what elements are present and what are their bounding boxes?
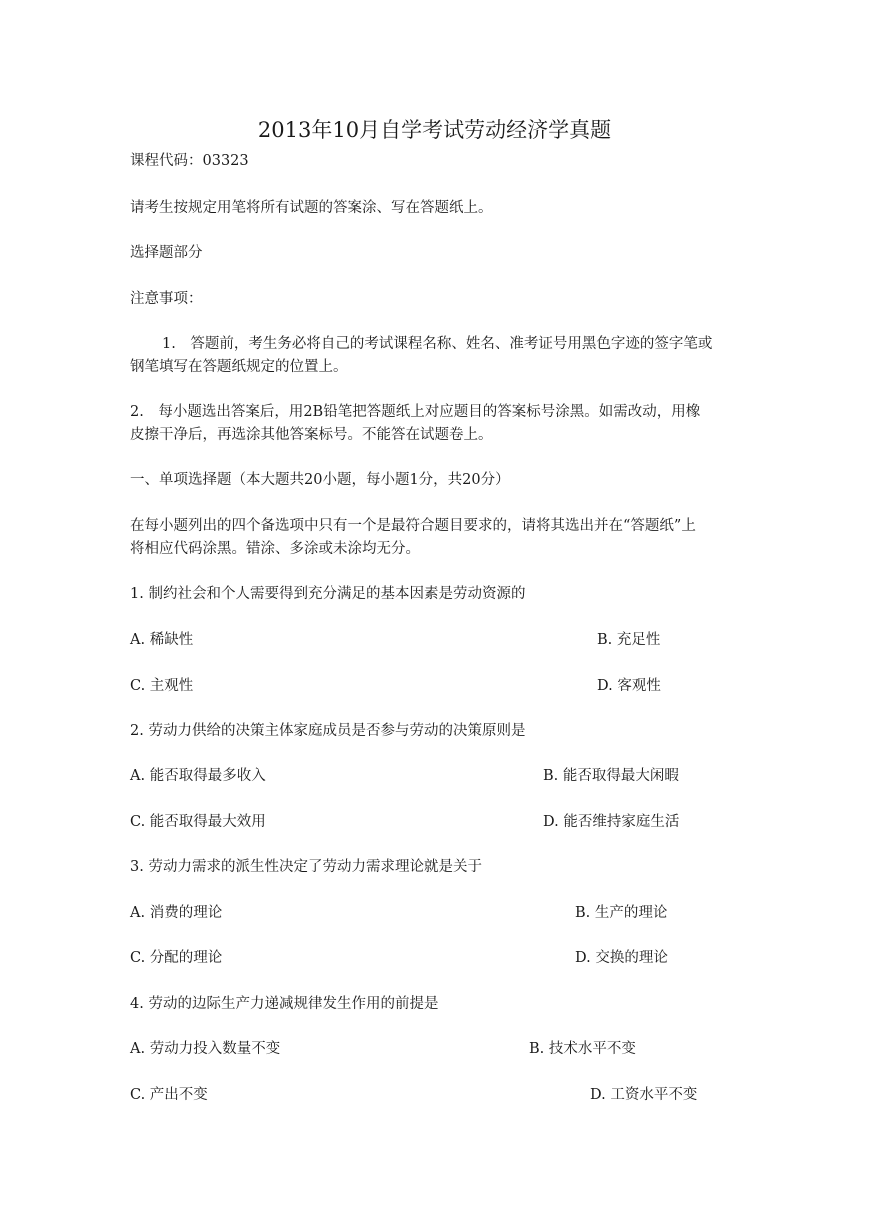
question-stem: 3. 劳动力需求的派生性决定了劳动力需求理论就是关于 [130,859,482,875]
question-stem: 2. 劳动力供给的决策主体家庭成员是否参与劳动的决策原则是 [130,723,526,739]
option-d: D. 客观性 [597,678,661,694]
option-b: B. 能否取得最大闲暇 [543,768,679,784]
option-d: D. 工资水平不变 [590,1087,698,1103]
course-code: 课程代码：03323 [130,153,249,169]
option-b: B. 充足性 [597,632,661,648]
page-title: 2013年10月自学考试劳动经济学真题 [257,118,612,142]
notice-item-1-cont: 钢笔填写在答题纸规定的位置上。 [130,359,348,375]
notice-item-2-cont: 皮擦干净后，再选涂其他答案标号。不能答在试题卷上。 [130,427,493,443]
question-stem: 1. 制约社会和个人需要得到充分满足的基本因素是劳动资源的 [130,586,526,602]
option-a: A. 劳动力投入数量不变 [130,1041,281,1057]
instruction-text: 请考生按规定用笔将所有试题的答案涂、写在答题纸上。 [130,200,493,216]
option-a: A. 能否取得最多收入 [130,768,266,784]
notice-heading: 注意事项： [130,291,203,307]
option-b: B. 技术水平不变 [529,1041,636,1057]
part-heading: 一、单项选择题（本大题共20小题，每小题1分，共20分） [130,472,510,488]
question-stem: 4. 劳动的边际生产力递减规律发生作用的前提是 [130,996,439,1012]
option-c: C. 分配的理论 [130,950,223,966]
notice-item-2: 2. 每小题选出答案后，用2B铅笔把答题纸上对应题目的答案标号涂黑。如需改动，用橡 [130,404,701,420]
section-heading: 选择题部分 [130,245,203,261]
notice-item-1: 1. 答题前，考生务必将自己的考试课程名称、姓名、准考证号用黑色字迹的签字笔或 [162,336,713,352]
option-d: D. 能否维持家庭生活 [543,814,680,830]
option-c: C. 主观性 [130,678,194,694]
option-c: C. 能否取得最大效用 [130,814,266,830]
part-description: 在每小题列出的四个备选项中只有一个是最符合题目要求的，请将其选出并在“答题纸”上 [130,518,696,534]
option-b: B. 生产的理论 [575,905,668,921]
option-c: C. 产出不变 [130,1087,208,1103]
part-description-cont: 将相应代码涂黑。错涂、多涂或未涂均无分。 [130,541,420,557]
option-a: A. 稀缺性 [130,632,194,648]
option-d: D. 交换的理论 [575,950,668,966]
option-a: A. 消费的理论 [130,905,223,921]
